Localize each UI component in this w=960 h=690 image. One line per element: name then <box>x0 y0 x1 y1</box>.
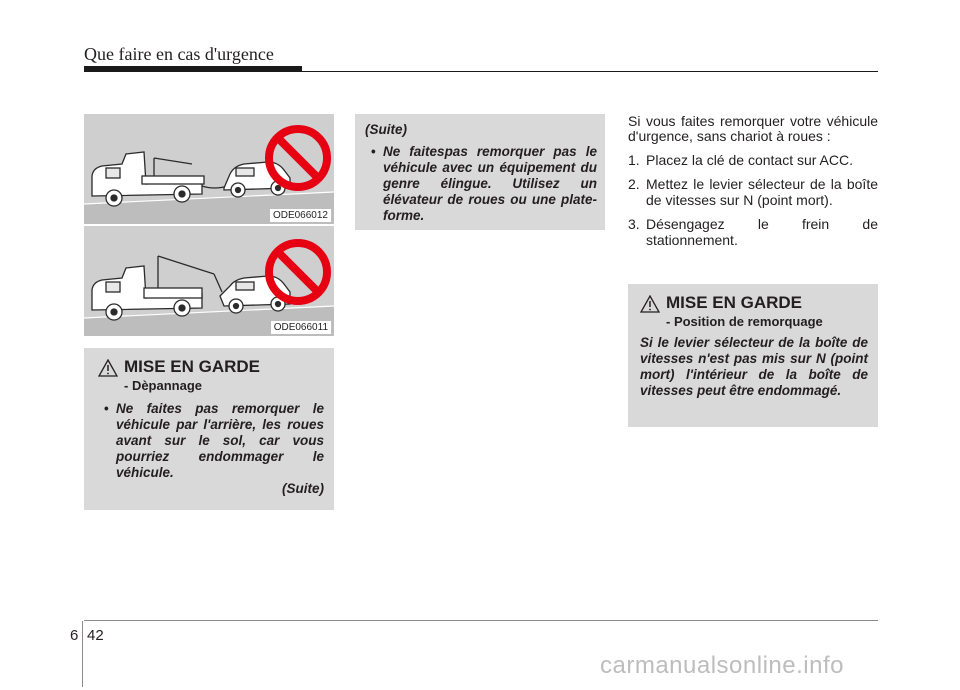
no-entry-sign-icon <box>84 114 334 224</box>
no-entry-sign-icon <box>84 226 334 336</box>
caution-box-continued <box>355 114 605 230</box>
caution-subtitle: - Dèpannage <box>124 378 203 393</box>
continued-label: (Suite) <box>365 122 407 137</box>
caution-heading <box>98 358 324 393</box>
watermark: carmanualsonline.info <box>600 652 844 679</box>
illustration-code: ODE066012 <box>270 209 331 222</box>
instruction-step: 2. Mettez le levier sélecteur de la boîte de vitesses sur N (point mort). <box>628 176 878 208</box>
instructions-intro: Si vous faites remorquer votre véhicule d'urgence, sans chariot à roues : <box>628 113 878 144</box>
page-header-title: Que faire en cas d'urgence <box>84 44 274 64</box>
caution-bullet: • Ne faites pas remorquer le véhicule par l'arrière, les roues avant sur le sol, car vous pourriez endommager le véhicule. <box>98 401 324 481</box>
header-rule <box>84 71 878 72</box>
caution-title: MISE EN GARDE <box>666 293 803 312</box>
tow-illustration-flatbed <box>84 114 334 224</box>
footer-rule <box>84 620 878 621</box>
caution-title: MISE EN GARDE <box>124 357 261 376</box>
instruction-steps <box>628 152 878 248</box>
chapter-number: 6 <box>70 627 79 644</box>
page-number: 42 <box>87 627 104 644</box>
footer-divider <box>82 621 83 687</box>
caution-heading <box>640 294 868 329</box>
caution-box-depannage <box>84 348 334 510</box>
illustration-code: ODE066011 <box>271 321 331 334</box>
tow-illustration-sling <box>84 226 334 336</box>
warning-triangle-icon <box>98 359 118 377</box>
continued-label: (Suite) <box>282 481 324 496</box>
caution-body: Si le levier sélecteur de la boîte de vitesses n'est pas mis sur N (point mort) l'intérieur de la boîte de vitesses peut être endommagé. <box>640 335 868 398</box>
instruction-step: 3. Désengagez le frein de stationnement. <box>628 216 878 248</box>
warning-triangle-icon <box>640 295 660 313</box>
caution-subtitle: - Position de remorquage <box>666 314 823 329</box>
caution-bullet: • Ne faitespas remorquer pas le véhicule avec un équipement du genre élingue. Utilisez un élévateur de roues ou une plate-forme. <box>365 144 597 224</box>
caution-box-remorquage <box>628 284 878 427</box>
instruction-step: 1. Placez la clé de contact sur ACC. <box>628 152 853 168</box>
towing-instructions <box>628 114 878 248</box>
